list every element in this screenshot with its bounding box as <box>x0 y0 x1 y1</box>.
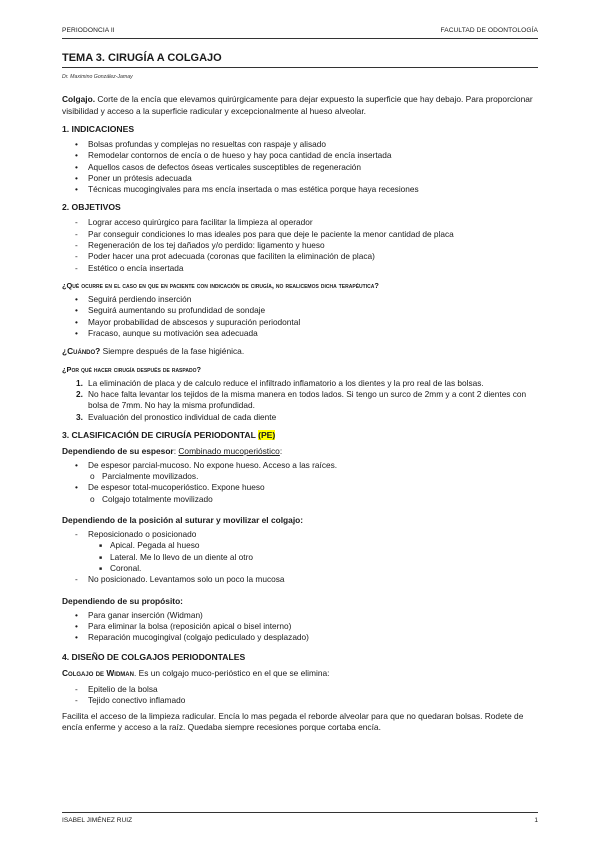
list-item: 3. Evaluación del pronostico individual de cada diente <box>76 411 277 422</box>
bullet-icon: • <box>75 459 78 470</box>
cuando-lead: ¿Cuándo? <box>62 346 101 357</box>
circle-icon: o <box>90 493 95 504</box>
author-name: ISABEL JIMÉNEZ RUIZ <box>62 817 133 824</box>
bullet-icon: • <box>75 316 78 327</box>
document-body <box>62 52 538 734</box>
list-item: - Regeneración de los tej dañados y/o perdido: ligamento y hueso <box>75 240 325 251</box>
list-item: - Estético o encía insertada <box>75 262 184 273</box>
circle-icon: o <box>90 471 95 482</box>
dash-icon: - <box>75 574 78 585</box>
intro-text: Corte de la encía que elevamos quirúrgicamente para dejar expuesto la superficie que hay debajo. Para proporcionar visibilidad y acceso a la superficie radicular y excepcionalmente al hueso alveolar. <box>62 94 533 116</box>
bullet-icon: • <box>75 184 78 195</box>
list-item: 1. La eliminación de placa y de calculo reduce el infiltrado inflamatorio a los dientes y la pro real de las bolsas. <box>76 377 484 388</box>
espesor-list <box>62 460 538 505</box>
list-item: - Tejido conectivo inflamado <box>75 695 186 706</box>
running-footer <box>62 812 538 824</box>
bullet-icon: • <box>75 150 78 161</box>
bullet-icon: • <box>75 172 78 183</box>
dash-icon: - <box>75 695 78 706</box>
cuando-text: Siempre después de la fase higiénica. <box>100 346 245 357</box>
widman-lead: Colgajo de Widman <box>62 668 134 679</box>
bullet-icon: • <box>75 482 78 493</box>
posicion-list <box>62 529 538 585</box>
raspado-list <box>62 378 538 423</box>
list-item: • Seguirá perdiendo inserción <box>75 293 192 304</box>
bullet-icon: • <box>75 327 78 338</box>
list-item: • Técnicas mucogingivales para ms encía insertada o mas estética porque haya recesiones <box>75 184 419 195</box>
list-item: - Poder hacer una prot adecuada (coronas que faciliten la eliminación de placa) <box>75 251 375 262</box>
list-item: • Bolsas profundas y complejas no resueltas con raspaje y alisado <box>75 139 326 149</box>
section-heading-objetivos: 2. OBJETIVOS <box>62 202 121 213</box>
list-subitem: ■ Apical. Pegada al hueso <box>62 540 538 551</box>
dash-icon: - <box>75 683 78 694</box>
proposito-list <box>62 610 538 644</box>
list-item: - Epitelio de la bolsa <box>75 683 158 694</box>
list-item: • De espesor parcial-mucoso. No expone hueso. Acceso a las raíces. <box>75 459 338 470</box>
list-item: • Remodelar contornos de encía o de hueso y hay poca cantidad de encía insertada <box>75 150 392 161</box>
author-line: Dr. Maximino González-Jamay <box>62 74 133 80</box>
square-icon: ■ <box>99 565 103 572</box>
list-subitem: ■ Coronal. <box>62 563 538 574</box>
list-item: • De espesor total-mucoperióstico. Expone hueso <box>75 482 265 493</box>
bullet-icon: • <box>75 161 78 172</box>
section-heading-clasificacion: 3. CLASIFICACIÓN DE CIRUGÍA PERIODONTAL (PE) <box>62 429 276 440</box>
page-number: 1 <box>534 817 538 824</box>
list-number: 1. <box>76 377 83 388</box>
objetivos-list <box>62 217 538 273</box>
list-number: 2. <box>76 388 83 399</box>
list-item: • Reparación mucogingival (colgajo pediculado y desplazado) <box>75 632 309 643</box>
question-heading-raspado: ¿Por qué hacer cirugía después de raspado? <box>62 364 201 374</box>
bullet-icon: • <box>75 305 78 316</box>
widman-paragraph: Colgajo de Widman. Es un colgajo muco-perióstico en el que se elimina: <box>62 668 330 679</box>
cuando-paragraph <box>62 346 538 358</box>
list-number: 3. <box>76 411 83 422</box>
subheading-posicion: Dependiendo de la posición al suturar y movilizar el colgajo: <box>62 515 304 526</box>
intro-lead: Colgajo. <box>62 94 96 104</box>
diseno-closing-paragraph: Facilita el acceso de la limpieza radicular. Encía lo mas pegada el reborde alveolar para que no quedaran bolsas. Rodete de encía enferme y acceso a la raíz. Quedaba siempre recesiones porque cortaba encía. <box>62 710 524 732</box>
list-item: - No posicionado. Levantamos solo un poco la mucosa <box>75 574 285 585</box>
square-icon: ■ <box>99 554 103 561</box>
list-item: - Lograr acceso quirúrgico para facilitar la limpieza al operador <box>75 217 313 228</box>
bullet-icon: • <box>75 632 78 643</box>
dash-icon: - <box>75 529 78 540</box>
list-subitem: o Colgajo totalmente movilizado <box>90 493 213 504</box>
widman-list <box>62 684 538 707</box>
bullet-icon: • <box>75 620 78 631</box>
highlight-tag: (PE) <box>258 429 276 440</box>
list-item: • Para ganar inserción (Widman) <box>75 609 203 620</box>
running-header <box>62 26 538 39</box>
list-item: - Par conseguir condiciones lo mas ideales pos para que deje le paciente la menor cantidad de placa <box>75 228 454 239</box>
question-heading-no-terapia: ¿Qué ocurre en el caso en que en paciente con indicación de cirugía, no realicemos dicha terapéutica? <box>62 280 379 290</box>
square-icon: ■ <box>99 543 103 550</box>
indicaciones-list <box>62 139 538 195</box>
dash-icon: - <box>75 217 78 228</box>
page-title: TEMA 3. CIRUGÍA A COLGAJO <box>62 52 538 68</box>
no-terapia-list <box>62 294 538 339</box>
list-item: • Seguirá aumentando su profundidad de sondaje <box>75 305 266 316</box>
bullet-icon: • <box>75 293 78 304</box>
list-item: • Para eliminar la bolsa (reposición apical o bisel interno) <box>75 620 292 631</box>
course-name: PERIODONCIA II <box>62 27 115 34</box>
list-item: - Reposicionado o posicionado <box>75 529 197 540</box>
bullet-icon: • <box>75 609 78 620</box>
list-item: • Mayor probabilidad de abscesos y supuración periodontal <box>75 316 301 327</box>
subheading-espesor: Dependiendo de su espesor: Combinado mucoperióstico: <box>62 445 283 456</box>
dash-icon: - <box>75 240 78 251</box>
list-item: • Poner un prótesis adecuada <box>75 172 192 183</box>
subheading-proposito: Dependiendo de su propósito: <box>62 595 183 606</box>
list-item: • Fracaso, aunque su motivación sea adecuada <box>75 327 258 338</box>
intro-paragraph <box>62 94 538 117</box>
bullet-icon: • <box>75 139 78 149</box>
dash-icon: - <box>75 228 78 239</box>
list-item: • Aquellos casos de defectos óseas verticales susceptibles de regeneración <box>75 161 362 172</box>
faculty-name: FACULTAD DE ODONTOLOGÍA <box>440 27 538 34</box>
list-item: 2. No hace falta levantar los tejidos de la misma manera en todos lados. Si tengo un surco de 2mm y a cont 2 dientes con bolsa de 7mm. No hay la misma profundidad. <box>76 388 527 411</box>
section-heading-diseno: 4. DISEÑO DE COLGAJOS PERIODONTALES <box>62 652 246 663</box>
list-subitem: o Parcialmente movilizados. <box>90 471 199 482</box>
list-subitem: ■ Lateral. Me lo llevo de un diente al otro <box>62 552 538 563</box>
dash-icon: - <box>75 251 78 262</box>
dash-icon: - <box>75 262 78 273</box>
section-heading-indicaciones: 1. INDICACIONES <box>62 124 135 134</box>
